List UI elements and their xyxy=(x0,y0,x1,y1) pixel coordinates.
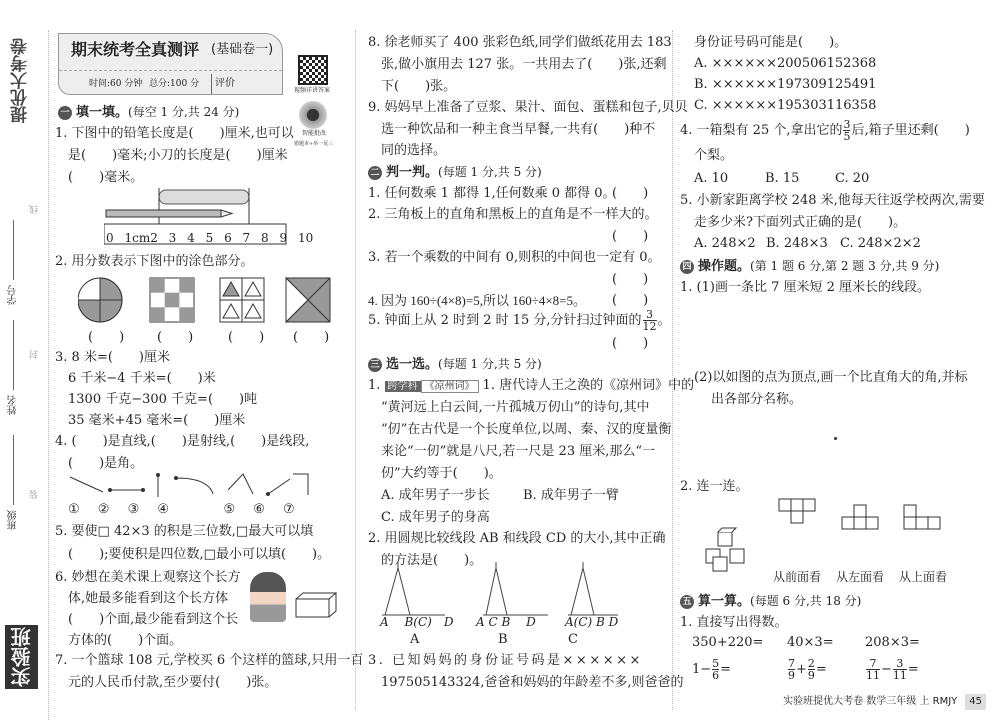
compass-points: A C B D xyxy=(476,615,536,629)
q9-line: 9. 妈妈早上准备了豆浆、果汁、面包、蛋糕和包子,贝贝 xyxy=(368,100,688,115)
calc-item: 40×3= xyxy=(787,635,834,650)
q8-line: 张,做小旗用去 127 张。一共用去了( )张,还剩 xyxy=(381,57,667,72)
calc-item: 1− $\frac{5}{6}$ = xyxy=(692,657,732,682)
calc-q1: 1. 直接写出得数。 xyxy=(680,615,788,630)
compass-option-label[interactable]: A xyxy=(410,632,420,647)
q3-line: 1300 千克−300 千克=( )吨 xyxy=(68,392,258,407)
choice-q3-line: 197505143324,爸爸和妈妈的年龄差不多,则爸爸的 xyxy=(381,675,684,690)
q6-line: 6. 妙想在美术课上观察这个长方 xyxy=(55,570,241,585)
name-line[interactable] xyxy=(13,320,14,390)
class-label: 班级 xyxy=(8,510,19,530)
answer-blank[interactable]: ( ) xyxy=(157,330,194,345)
choice-q1-line: 1. 跨学科 《凉州词》 1. 唐代诗人王之涣的《凉州词》中的 xyxy=(368,378,695,393)
choice-q2-line: 2. 用圆规比较线段 AB 和线段 CD 的大小,其中正确 xyxy=(368,531,666,546)
bind-mark: 线 xyxy=(30,205,40,214)
binding-rail xyxy=(0,30,50,720)
choice-q1-line: 来论“一仞”就是八尺,若一尺是 23 厘米,那么“一 xyxy=(381,444,656,459)
calc-item: 350+220= xyxy=(692,635,764,650)
choice-option[interactable]: C. 成年男子的身高 xyxy=(381,510,490,525)
section-3-title: 三 选一选。(每题 1 分,共 5 分) xyxy=(368,354,542,375)
time-info: 时间:60 分钟 xyxy=(89,79,143,89)
q4-line: 4. ( )是直线,( )是射线,( )是线段, xyxy=(55,434,310,449)
girl-illustration xyxy=(250,572,286,622)
q4-line: ( )是角。 xyxy=(68,456,144,471)
bind-mark: 封 xyxy=(30,350,40,359)
smart-grading-sub: 错题本+举一反三 xyxy=(294,141,334,147)
choice-q1-line: “黄河远上白云间,一片孤城万仞山”的诗句,其中 xyxy=(381,400,650,415)
smart-grading-caption: 智能批改 xyxy=(302,130,327,137)
choice-option[interactable]: C. 20 xyxy=(835,171,870,186)
compass-option-label[interactable]: B xyxy=(498,632,508,647)
q8-line: 下( )张。 xyxy=(381,79,457,94)
view-label-front: 从前面看 xyxy=(773,570,822,584)
calc-item: 208×3= xyxy=(865,635,920,650)
view-label-left: 从左面看 xyxy=(836,570,885,584)
calc-item: $\frac{7}{9}$ + $\frac{2}{9}$ = xyxy=(788,657,827,682)
choice-option[interactable]: C. 248×2×2 xyxy=(840,236,921,251)
judge-item: 5. 钟面上从 2 时到 2 时 15 分,分针扫过钟面的 $\frac{3}{12}$ 。 xyxy=(368,308,671,333)
exam-title: 期末统考全真测评 xyxy=(71,40,200,59)
choice-option[interactable]: A. 成年男子一步长 xyxy=(381,488,490,503)
student-id-line[interactable] xyxy=(13,220,14,280)
judge-blank[interactable]: ( ) xyxy=(612,186,649,201)
q5-line: ( );要使积是四位数,□最小可以填( )。 xyxy=(68,547,331,562)
answer-blank[interactable]: ( ) xyxy=(293,330,330,345)
qr-caption: 视频详讲答案 xyxy=(294,87,331,94)
answer-blank[interactable]: ( ) xyxy=(88,330,125,345)
divider xyxy=(48,30,49,720)
brand-vertical: 提优大考卷 xyxy=(11,38,31,123)
q6-line: ( )个面,最少能看到这个长 xyxy=(68,612,239,627)
judge-blank[interactable]: ( ) xyxy=(612,293,649,308)
qr-code-icon[interactable] xyxy=(298,55,328,85)
page-number: 45 xyxy=(965,694,986,710)
compass-option-label[interactable]: C xyxy=(568,632,578,647)
student-id-label: 学号 xyxy=(8,285,19,305)
answer-blank[interactable]: ( ) xyxy=(228,330,265,345)
choice-q4-line: 4. 一箱梨有 25 个,拿出它的 $\frac{3}{5}$ 后,箱子里还剩( ) xyxy=(680,118,970,143)
choice-option[interactable]: A. ××××××200506152368 xyxy=(694,56,877,71)
footer-text: 实验班提优大考卷 数学三年级 上 RMJY xyxy=(783,696,958,707)
choice-q2-line: 的方法是( )。 xyxy=(381,553,483,568)
section-4-title: 四 操作题。(第 1 题 6 分,第 2 题 3 分,共 9 分) xyxy=(680,256,939,277)
section-5-title: 五 算一算。(每题 6 分,共 18 分) xyxy=(680,591,861,612)
section-1-title: 一 填一填。(每空 1 分,共 24 分) xyxy=(58,102,239,123)
view-label-top: 从上面看 xyxy=(899,570,948,584)
judge-blank[interactable]: ( ) xyxy=(612,336,649,351)
op-q1b-line: 出各部分名称。 xyxy=(711,392,803,407)
choice-q1-line: 仞”大约等于( )。 xyxy=(381,466,502,481)
vertex-dot xyxy=(834,437,837,440)
q1-line: ( )毫米。 xyxy=(68,170,144,185)
choice-option[interactable]: A. 10 xyxy=(694,171,729,186)
q7-line: 7. 一个篮球 108 元,学校买 6 个这样的篮球,只用一百 xyxy=(55,653,364,668)
compass-figures xyxy=(380,560,630,620)
ruler-ticks: 0 1cm2 3 4 5 6 7 8 9 10 xyxy=(106,231,314,245)
choice-option[interactable]: A. 248×2 xyxy=(694,236,756,251)
q3-line: 35 毫米+45 毫米=( )厘米 xyxy=(68,413,246,428)
q1-line: 1. 下图中的铅笔长度是( )厘米,也可以 xyxy=(55,126,294,141)
op-q1a: 1. (1)画一条比 7 厘米短 2 厘米长的线段。 xyxy=(680,280,931,295)
class-line[interactable] xyxy=(13,435,14,505)
line-figures xyxy=(68,472,328,502)
judge-item: 3. 若一个乘数的中间有 0,则积的中间也一定有 0。 xyxy=(368,250,661,265)
q8-line: 8. 徐老师买了 400 张彩色纸,同学们做纸花用去 183 xyxy=(368,35,672,50)
rating-label: 评价 xyxy=(211,74,235,94)
choice-option[interactable]: B. 248×3 xyxy=(766,236,828,251)
judge-item: 1. 任何数乘 1 都得 1,任何数乘 0 都得 0。 xyxy=(368,186,616,201)
exam-subtitle: (基础卷一) xyxy=(211,42,274,57)
fraction-figures xyxy=(78,276,338,326)
judge-item: 4. 因为 160÷(4×8)=5,所以 160÷4×8=5。 xyxy=(368,293,587,308)
q6-line: 体,她最多能看到这个长方体 xyxy=(68,591,229,606)
q9-line: 选一种饮品和一种主食当早餐,一共有( )种不 xyxy=(381,122,656,137)
smart-grading-icon[interactable] xyxy=(299,101,327,129)
choice-q5-line: 走多少米?下面列式正确的是( )。 xyxy=(694,215,907,230)
judge-blank[interactable]: ( ) xyxy=(612,229,649,244)
choice-q3-line: 身份证号码可能是( )。 xyxy=(694,35,848,50)
tag-interdisciplinary: 跨学科 xyxy=(385,381,421,392)
compass-points: A(C) B D xyxy=(565,615,619,629)
q5-line: 5. 要使□ 42×3 的积是三位数,□最大可以填 xyxy=(55,524,314,539)
divider xyxy=(672,30,673,710)
op-q1b-line: (2)以如图的点为顶点,画一个比直角大的角,并标 xyxy=(694,370,968,385)
choice-option[interactable]: B. 成年男子一臂 xyxy=(523,488,619,503)
q6-line: 方体的( )个面。 xyxy=(68,633,183,648)
footer xyxy=(783,694,986,710)
choice-q4-line: 个梨。 xyxy=(694,148,734,163)
judge-blank[interactable]: ( ) xyxy=(612,272,649,287)
tag-poem: 《凉州词》 xyxy=(421,380,479,393)
choice-option[interactable]: C. ××××××195303116358 xyxy=(694,98,877,113)
choice-q5-line: 5. 小新家距离学校 248 米,他每天往返学校两次,需要 xyxy=(680,193,985,208)
q9-line: 同的选择。 xyxy=(381,143,447,158)
q3-line: 6 千米−4 千米=( )米 xyxy=(68,371,216,386)
cuboid-figure xyxy=(295,592,337,618)
compass-points: A B(C) D xyxy=(380,615,454,629)
q3-line: 3. 8 米=( )厘米 xyxy=(55,350,170,365)
q1-line: 是( )毫米;小刀的长度是( )厘米 xyxy=(68,148,288,163)
calc-item: $\frac{7}{11}$ − $\frac{3}{11}$ = xyxy=(866,657,919,682)
q2-text: 2. 用分数表示下图中的涂色部分。 xyxy=(55,254,254,269)
judge-item: 2. 三角板上的直角和黑板上的直角是不一样大的。 xyxy=(368,207,658,222)
line-figure-labels: ① ② ③ ④ ⑤ ⑥ ⑦ xyxy=(68,502,295,517)
name-label: 姓名 xyxy=(8,395,19,415)
exam-header xyxy=(58,33,283,95)
total-score: 总分:100 分 xyxy=(149,79,200,89)
choice-option[interactable]: B. ××××××197309125491 xyxy=(694,77,877,92)
section-2-title: 二 判一判。(每题 1 分,共 5 分) xyxy=(368,162,542,183)
choice-q3-line: 3. 已知妈妈的身份证号码是×××××× xyxy=(368,653,643,668)
q7-line: 元的人民币付款,至少要付( )张。 xyxy=(68,675,278,690)
logo: 实验班 xyxy=(5,625,38,689)
divider xyxy=(355,30,356,710)
bind-mark: 装 xyxy=(30,490,40,499)
op-q2: 2. 连一连。 xyxy=(680,479,749,494)
choice-q1-line: “仞”在古代是一个长度单位,以周、秦、汉的度量衡 xyxy=(381,422,672,437)
choice-option[interactable]: B. 15 xyxy=(765,171,800,186)
